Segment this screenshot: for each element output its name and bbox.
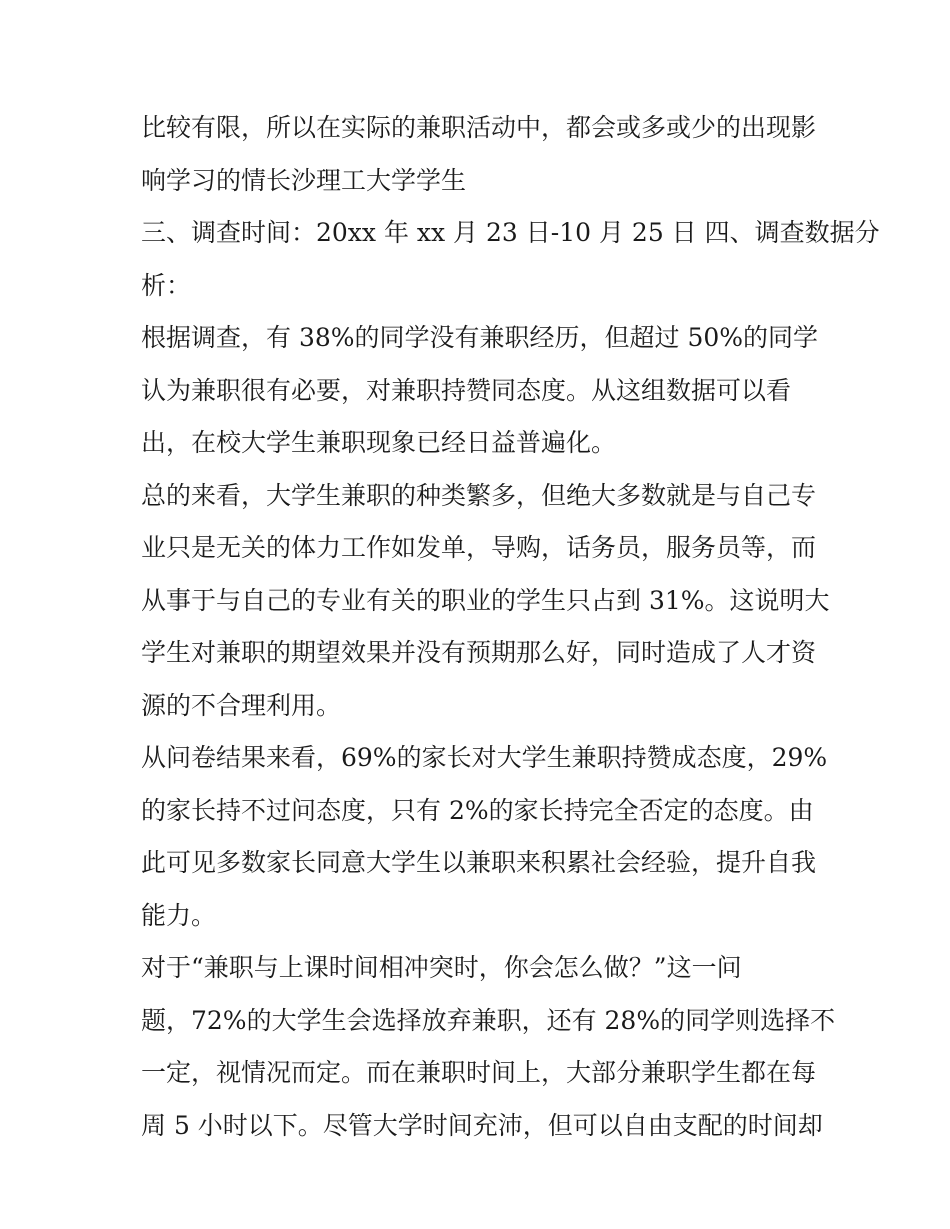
text-line: 从事于与自己的专业有关的职业的学生只占到 31%。这说明大	[141, 585, 830, 615]
document-body	[141, 102, 880, 1152]
text-line: 比较有限，所以在实际的兼职活动中，都会或多或少的出现影	[141, 113, 817, 142]
text-line: 响学习的情长沙理工大学学生	[141, 165, 467, 195]
text-line: 一定，视情况而定。而在兼职时间上，大部分兼职学生都在每	[141, 1058, 817, 1087]
text-line: 三、调查时间：20xx 年 xx 月 23 日-10 月 25 日 四、调查数据分	[141, 218, 880, 247]
text-line: 周 5 小时以下。尽管大学时间充沛，但可以自由支配的时间却	[141, 1110, 823, 1140]
text-line: 出，在校大学生兼职现象已经日益普遍化。	[141, 428, 617, 457]
text-line: 根据调查，有 38%的同学没有兼职经历，但超过 50%的同学	[141, 323, 819, 352]
text-line: 源的不合理利用。	[141, 690, 342, 720]
text-line: 业只是无关的体力工作如发单，导购，话务员，服务员等，而	[141, 533, 817, 562]
text-line: 能力。	[141, 900, 217, 930]
text-line: 析：	[141, 270, 192, 300]
text-line: 总的来看，大学生兼职的种类繁多，但绝大多数就是与自己专	[141, 480, 817, 510]
text-line: 此可见多数家长同意大学生以兼职来积累社会经验，提升自我	[141, 848, 817, 877]
text-line: 学生对兼职的期望效果并没有预期那么好，同时造成了人才资	[141, 638, 817, 667]
text-line: 认为兼职很有必要，对兼职持赞同态度。从这组数据可以看	[141, 375, 792, 405]
text-line: 的家长持不过问态度，只有 2%的家长持完全否定的态度。由	[141, 795, 814, 825]
text-line: 从问卷结果来看，69%的家长对大学生兼职持赞成态度，29%	[141, 743, 828, 772]
text-line: 题，72%的大学生会选择放弃兼职，还有 28%的同学则选择不	[141, 1005, 836, 1035]
text-line: 对于“兼职与上课时间相冲突时，你会怎么做？”这一问	[141, 953, 742, 982]
